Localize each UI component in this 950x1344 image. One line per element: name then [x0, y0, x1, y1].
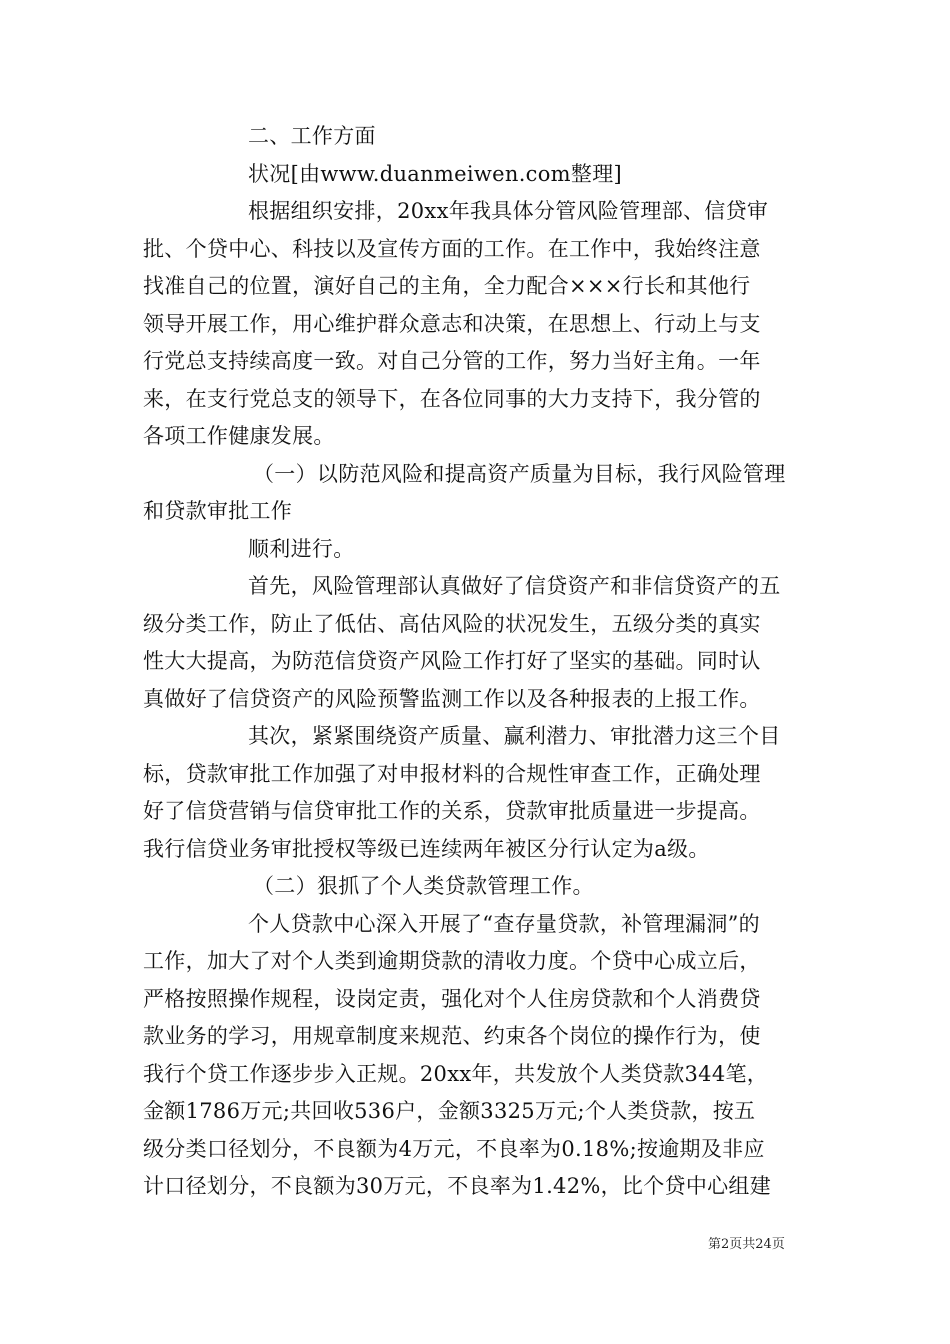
text-line: 行党总支持续高度一致。对自己分管的工作，努力当好主角。一年: [143, 349, 761, 373]
text-line: 标，贷款审批工作加强了对申报材料的合规性审查工作，正确处理: [143, 761, 761, 786]
paragraph-start: 其次，紧紧围绕资产质量、赢利潜力、审批潜力这三个目: [248, 724, 781, 748]
text-line: 级分类口径划分，不良额为4万元，不良率为0.18%;按逾期及非应: [143, 1136, 765, 1161]
section-heading: 二、工作方面: [248, 124, 376, 148]
text-line: 批、个贷中心、科技以及宣传方面的工作。在工作中，我始终注意: [143, 236, 761, 261]
text-line: 级分类工作，防止了低估、高估风险的状况发生，五级分类的真实: [143, 611, 761, 636]
text-line: 金额1786万元;共回收536户，金额3325万元;个人类贷款，按五: [143, 1099, 756, 1123]
text-line: 我行信贷业务审批授权等级已连续两年被区分行认定为a级。: [143, 836, 710, 861]
text-line: 找准自己的位置，演好自己的主角，全力配合×××行长和其他行: [143, 274, 751, 298]
text-line: 各项工作健康发展。: [143, 424, 335, 448]
text-line: 和贷款审批工作: [143, 499, 293, 523]
page-number: 第2页共24页: [708, 1237, 785, 1252]
text-line: 顺利进行。: [248, 536, 355, 561]
text-line: 严格按照操作规程，设岗定责，强化对个人住房贷款和个人消费贷: [143, 986, 761, 1011]
paragraph-start: 个人贷款中心深入开展了“查存量贷款，补管理漏洞”的: [248, 911, 760, 936]
text-line: 工作，加大了对个人类到逾期贷款的清收力度。个贷中心成立后，: [143, 949, 761, 973]
subsection-heading: （一）以防范风险和提高资产质量为目标，我行风险管理: [253, 461, 786, 486]
text-line: 款业务的学习，用规章制度来规范、约束各个岗位的操作行为，使: [143, 1024, 761, 1048]
text-line: 状况[由www.duanmeiwen.com整理]: [248, 161, 622, 186]
text-line: 好了信贷营销与信贷审批工作的关系，贷款审批质量进一步提高。: [143, 799, 761, 823]
document-body: [143, 118, 808, 1206]
text-line: 来，在支行党总支的领导下，在各位同事的大力支持下，我分管的: [143, 386, 761, 411]
paragraph-start: 首先，风险管理部认真做好了信贷资产和非信贷资产的五: [248, 574, 781, 598]
subsection-heading: （二）狠抓了个人类贷款管理工作。: [253, 874, 594, 898]
text-line: 计口径划分，不良额为30万元，不良率为1.42%，比个贷中心组建: [143, 1174, 772, 1198]
text-line: 真做好了信贷资产的风险预警监测工作以及各种报表的上报工作。: [143, 686, 761, 711]
text-line: 领导开展工作，用心维护群众意志和决策，在思想上、行动上与支: [143, 311, 761, 336]
text-line: 性大大提高，为防范信贷资产风险工作打好了坚实的基础。同时认: [143, 649, 761, 673]
paragraph-start: 根据组织安排，20xx年我具体分管风险管理部、信贷审: [248, 199, 769, 223]
text-line: 我行个贷工作逐步步入正规。20xx年，共发放个人类贷款344笔，: [143, 1061, 769, 1086]
